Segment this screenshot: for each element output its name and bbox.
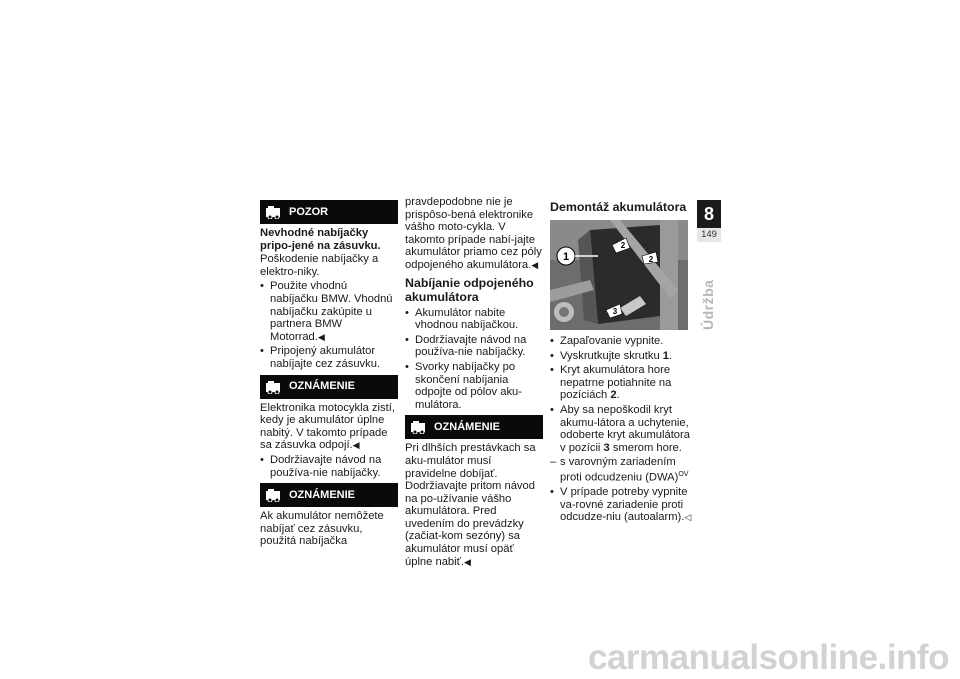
callout-2b: 2 (648, 255, 654, 264)
page-number: 149 (697, 228, 721, 242)
column-3 (550, 196, 692, 528)
callout-1: 1 (562, 251, 570, 263)
notice-list (260, 454, 398, 479)
notice-title: OZNÁMENIE (289, 380, 355, 393)
caution-list (260, 280, 398, 370)
motorcycle-notice-icon (265, 380, 283, 394)
battery-cover-photo (550, 220, 688, 330)
list-item: • Zapaľovanie vypnite. (550, 335, 692, 348)
caution-notice-header (260, 200, 398, 224)
column-2 (405, 196, 543, 569)
section-heading: Nabíjanie odpojeného akumulátora (405, 275, 534, 304)
list-item: • Aby sa nepoškodil kryt akumu-látora a uchytenie, odoberte kryt akumulátora v pozícii 3 smerom hore. (550, 404, 692, 454)
notice-header (260, 375, 398, 399)
caution-text: Poškodenie nabíjačky a elektro-niky. (260, 253, 379, 278)
column-1 (260, 200, 398, 549)
callout-3: 3 (612, 307, 618, 316)
notice-title: OZNÁMENIE (289, 488, 355, 501)
charging-list (405, 307, 543, 412)
notice-text: Elektronika motocykla zistí, kedy je akumulátor úplne nabitý. V takomto prípade sa zásuvka odpojí.◀ (260, 401, 395, 452)
option-item: – s varovným zariadením proti odcudzeniu (DWA)$^{OV}$ (550, 456, 692, 484)
list-item: • Dodržiavajte návod na používa-nie nabíjačky. (405, 334, 543, 359)
watermark: carmanualsonline.info (588, 638, 949, 677)
section-tab-title: Údržba (700, 279, 716, 330)
removal-steps (550, 335, 692, 524)
caution-heading: Nevhodné nabíjačky pripo-jené na zásuvku. (260, 227, 381, 252)
chapter-number: 8 (697, 200, 721, 242)
continued-text: pravdepodobne nie je prispôso-bená elektronike vášho moto-cykla. V takomto prípade nabí-jajte akumulátor priamo cez póly odpojeného akumulátora.◀ (405, 196, 542, 271)
motorcycle-warning-icon (265, 205, 283, 219)
notice-text: Ak akumulátor nemôžete nabíjať cez zásuvku, použitá nabíjačka (260, 510, 384, 548)
notice-title: OZNÁMENIE (434, 421, 500, 434)
notice-header (260, 483, 398, 507)
list-item: • Akumulátor nabite vhodnou nabíjačkou. (405, 307, 543, 332)
motorcycle-notice-icon (410, 420, 428, 434)
notice-header (405, 415, 543, 439)
list-item: • Svorky nabíjačky po skončení nabíjania odpojte od pólov aku-mulátora. (405, 361, 543, 411)
caution-title: POZOR (289, 205, 329, 218)
notice-text: Pri dlhších prestávkach sa aku-mulátor musí pravidelne dobíjať. Dodržiavajte pritom návod na po-užívanie vášho akumulátora. Pred uvedením do prevádzky (začiat-kom sezóny) sa akumulátor musí opäť úplne nabiť.◀ (405, 442, 536, 568)
list-item: • Dodržiavajte návod na používa-nie nabíjačky. (260, 454, 398, 479)
list-item: • Pripojený akumulátor nabíjajte cez zásuvku. (260, 345, 398, 370)
list-item: • Vyskrutkujte skrutku 1. (550, 350, 692, 363)
section-heading: Demontáž akumulátora (550, 200, 687, 214)
list-item: • Použite vhodnú nabíjačku BMW. Vhodnú nabíjačku zakúpite u partnera BMW Motorrad.◀ (260, 280, 398, 343)
list-item: • V prípade potreby vypnite va-rovné zariadenie proti odcudze-niu (autoalarm).◁ (550, 486, 692, 524)
list-item: • Kryt akumulátora hore nepatrne potiahnite na pozíciách 2. (550, 364, 692, 402)
callout-2a: 2 (620, 241, 626, 250)
motorcycle-notice-icon (265, 488, 283, 502)
